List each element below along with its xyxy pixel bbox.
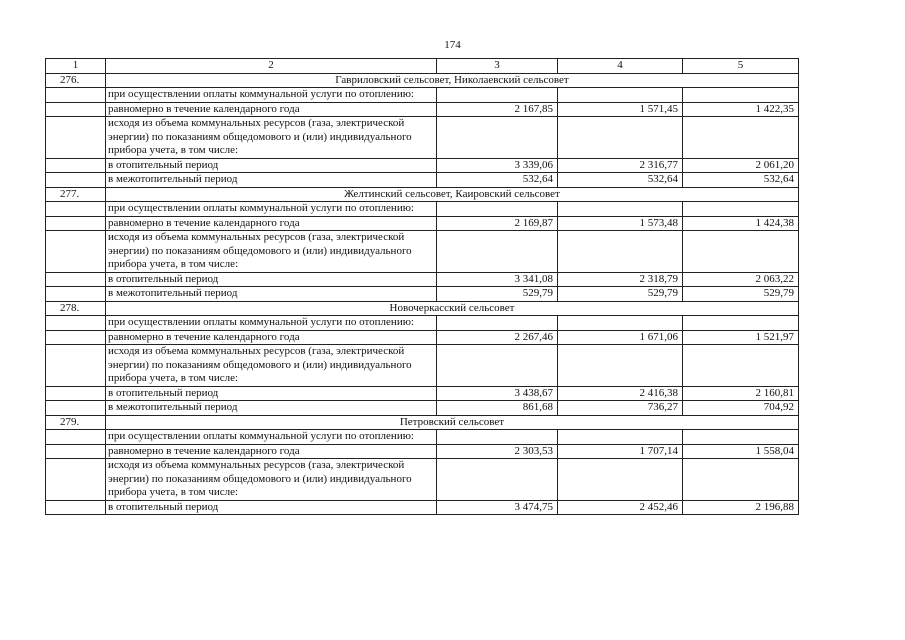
group-title-row: [46, 187, 799, 202]
empty-cell: [437, 117, 558, 159]
heating-period-row-value-c4: 2 416,38: [558, 386, 683, 401]
empty-cell: [46, 173, 106, 188]
empty-cell: [46, 401, 106, 416]
heating-period-row-value-c3: 3 339,06: [437, 158, 558, 173]
heating-period-row-value-c5: 2 061,20: [683, 158, 799, 173]
uniform-payment-row-value-c4: 1 671,06: [558, 330, 683, 345]
heating-period-row-value-c3: 3 438,67: [437, 386, 558, 401]
uniform-payment-row-label: равномерно в течение календарного года: [106, 216, 437, 231]
consumption-row: [46, 459, 799, 501]
empty-cell: [437, 316, 558, 331]
non-heating-period-row-value-c3: 529,79: [437, 287, 558, 302]
uniform-payment-row-label: равномерно в течение календарного года: [106, 102, 437, 117]
consumption-row: [46, 117, 799, 159]
group-number: 278.: [46, 301, 106, 316]
non-heating-period-row: [46, 401, 799, 416]
consumption-row-text: исходя из объема коммунальных ресурсов (газа, электрической энергии) по показаниям общедомового и (или) индивидуального прибора учета, в том числе:: [106, 345, 437, 387]
empty-cell: [46, 202, 106, 217]
uniform-payment-row-value-c4: 1 573,48: [558, 216, 683, 231]
heating-period-row-value-c4: 2 318,79: [558, 272, 683, 287]
heating-period-row-value-c3: 3 474,75: [437, 500, 558, 515]
heating-period-row-label: в отопительный период: [106, 158, 437, 173]
uniform-payment-row: [46, 216, 799, 231]
non-heating-period-row-label: в межотопительный период: [106, 287, 437, 302]
non-heating-period-row: [46, 287, 799, 302]
empty-cell: [46, 117, 106, 159]
empty-cell: [46, 216, 106, 231]
empty-cell: [683, 202, 799, 217]
tariff-table: [45, 58, 799, 515]
empty-cell: [46, 287, 106, 302]
empty-cell: [46, 444, 106, 459]
consumption-row: [46, 231, 799, 273]
empty-cell: [558, 88, 683, 103]
uniform-payment-row: [46, 444, 799, 459]
empty-cell: [558, 459, 683, 501]
payment-heading-row-text: при осуществлении оплаты коммунальной услуги по отоплению:: [106, 316, 437, 331]
group-title-row: [46, 301, 799, 316]
uniform-payment-row: [46, 102, 799, 117]
empty-cell: [683, 459, 799, 501]
uniform-payment-row: [46, 330, 799, 345]
payment-heading-row-text: при осуществлении оплаты коммунальной услуги по отоплению:: [106, 202, 437, 217]
empty-cell: [46, 500, 106, 515]
empty-cell: [437, 345, 558, 387]
uniform-payment-row-value-c4: 1 707,14: [558, 444, 683, 459]
empty-cell: [46, 459, 106, 501]
group-title-row: [46, 73, 799, 88]
non-heating-period-row-value-c5: 704,92: [683, 401, 799, 416]
non-heating-period-row-label: в межотопительный период: [106, 173, 437, 188]
non-heating-period-row-value-c5: 532,64: [683, 173, 799, 188]
heating-period-row: [46, 272, 799, 287]
empty-cell: [46, 158, 106, 173]
empty-cell: [683, 88, 799, 103]
non-heating-period-row: [46, 173, 799, 188]
heating-period-row: [46, 386, 799, 401]
empty-cell: [46, 430, 106, 445]
uniform-payment-row-label: равномерно в течение календарного года: [106, 330, 437, 345]
consumption-row-text: исходя из объема коммунальных ресурсов (газа, электрической энергии) по показаниям общедомового и (или) индивидуального прибора учета, в том числе:: [106, 231, 437, 273]
uniform-payment-row-value-c3: 2 303,53: [437, 444, 558, 459]
heating-period-row-label: в отопительный период: [106, 272, 437, 287]
empty-cell: [683, 430, 799, 445]
group-number: 279.: [46, 415, 106, 430]
empty-cell: [558, 202, 683, 217]
heating-period-row-value-c4: 2 316,77: [558, 158, 683, 173]
uniform-payment-row-value-c4: 1 571,45: [558, 102, 683, 117]
consumption-row-text: исходя из объема коммунальных ресурсов (газа, электрической энергии) по показаниям общедомового и (или) индивидуального прибора учета, в том числе:: [106, 117, 437, 159]
uniform-payment-row-value-c5: 1 424,38: [683, 216, 799, 231]
empty-cell: [558, 430, 683, 445]
heating-period-row-value-c5: 2 063,22: [683, 272, 799, 287]
empty-cell: [46, 316, 106, 331]
empty-cell: [46, 272, 106, 287]
group-number: 277.: [46, 187, 106, 202]
empty-cell: [437, 231, 558, 273]
column-header-5: 5: [683, 59, 799, 74]
empty-cell: [683, 316, 799, 331]
payment-heading-row: [46, 430, 799, 445]
uniform-payment-row-label: равномерно в течение календарного года: [106, 444, 437, 459]
empty-cell: [437, 459, 558, 501]
heating-period-row-label: в отопительный период: [106, 386, 437, 401]
group-name: Новочеркасский сельсовет: [106, 301, 799, 316]
empty-cell: [683, 117, 799, 159]
uniform-payment-row-value-c5: 1 521,97: [683, 330, 799, 345]
heating-period-row-value-c5: 2 196,88: [683, 500, 799, 515]
uniform-payment-row-value-c5: 1 422,35: [683, 102, 799, 117]
group-number: 276.: [46, 73, 106, 88]
group-name: Петровский сельсовет: [106, 415, 799, 430]
empty-cell: [558, 316, 683, 331]
non-heating-period-row-value-c5: 529,79: [683, 287, 799, 302]
consumption-row: [46, 345, 799, 387]
column-header-2: 2: [106, 59, 437, 74]
empty-cell: [437, 430, 558, 445]
heating-period-row-value-c5: 2 160,81: [683, 386, 799, 401]
uniform-payment-row-value-c3: 2 169,87: [437, 216, 558, 231]
heating-period-row: [46, 500, 799, 515]
empty-cell: [437, 202, 558, 217]
payment-heading-row: [46, 88, 799, 103]
column-header-3: 3: [437, 59, 558, 74]
non-heating-period-row-value-c4: 532,64: [558, 173, 683, 188]
payment-heading-row: [46, 202, 799, 217]
uniform-payment-row-value-c3: 2 167,85: [437, 102, 558, 117]
uniform-payment-row-value-c5: 1 558,04: [683, 444, 799, 459]
empty-cell: [437, 88, 558, 103]
column-header-1: 1: [46, 59, 106, 74]
empty-cell: [46, 102, 106, 117]
empty-cell: [558, 345, 683, 387]
group-name: Желтинский сельсовет, Каировский сельсовет: [106, 187, 799, 202]
table-header-row: [46, 59, 799, 74]
empty-cell: [558, 117, 683, 159]
payment-heading-row: [46, 316, 799, 331]
empty-cell: [683, 231, 799, 273]
empty-cell: [683, 345, 799, 387]
non-heating-period-row-value-c3: 861,68: [437, 401, 558, 416]
non-heating-period-row-value-c4: 529,79: [558, 287, 683, 302]
payment-heading-row-text: при осуществлении оплаты коммунальной услуги по отоплению:: [106, 88, 437, 103]
empty-cell: [46, 345, 106, 387]
empty-cell: [558, 231, 683, 273]
group-name: Гавриловский сельсовет, Николаевский сельсовет: [106, 73, 799, 88]
non-heating-period-row-label: в межотопительный период: [106, 401, 437, 416]
group-title-row: [46, 415, 799, 430]
heating-period-row-value-c3: 3 341,08: [437, 272, 558, 287]
page-number: 174: [444, 39, 461, 51]
heating-period-row-value-c4: 2 452,46: [558, 500, 683, 515]
non-heating-period-row-value-c3: 532,64: [437, 173, 558, 188]
payment-heading-row-text: при осуществлении оплаты коммунальной услуги по отоплению:: [106, 430, 437, 445]
empty-cell: [46, 88, 106, 103]
heating-period-row-label: в отопительный период: [106, 500, 437, 515]
empty-cell: [46, 231, 106, 273]
uniform-payment-row-value-c3: 2 267,46: [437, 330, 558, 345]
empty-cell: [46, 330, 106, 345]
heating-period-row: [46, 158, 799, 173]
consumption-row-text: исходя из объема коммунальных ресурсов (газа, электрической энергии) по показаниям общедомового и (или) индивидуального прибора учета, в том числе:: [106, 459, 437, 501]
non-heating-period-row-value-c4: 736,27: [558, 401, 683, 416]
column-header-4: 4: [558, 59, 683, 74]
empty-cell: [46, 386, 106, 401]
